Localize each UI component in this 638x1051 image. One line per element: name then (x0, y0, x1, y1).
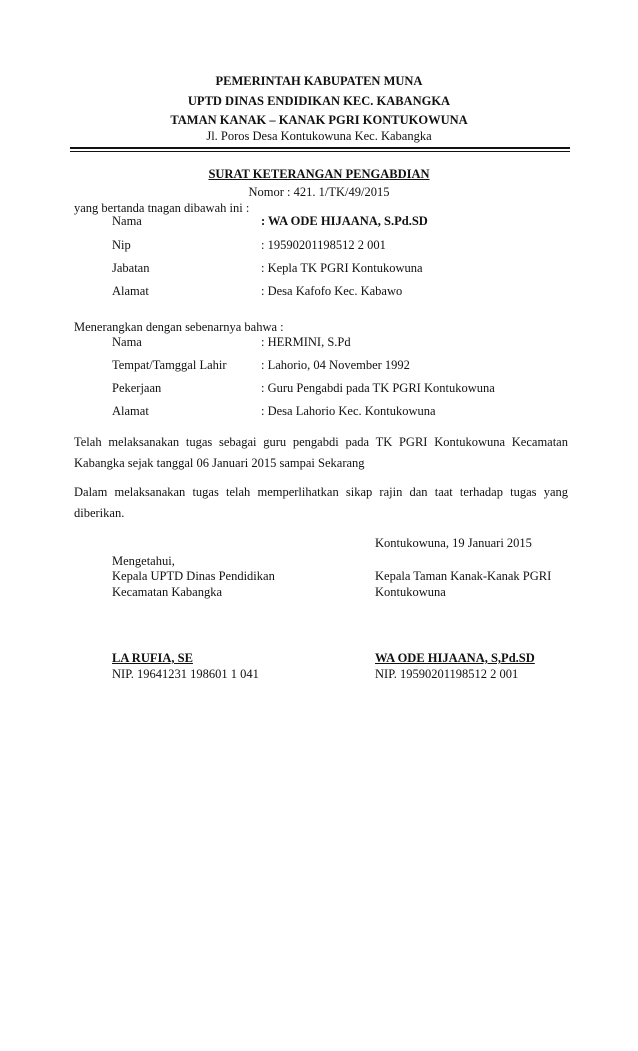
letterhead-divider-thick (70, 147, 570, 149)
signer-field-label: Alamat (112, 284, 149, 298)
header-line-school: TAMAN KANAK – KANAK PGRI KONTUKOWUNA (170, 113, 468, 127)
paragraph-line: diberikan. (74, 506, 125, 520)
acknowledge-text: Mengetahui, (112, 554, 175, 568)
header-line-government: PEMERINTAH KABUPATEN MUNA (215, 74, 423, 88)
letter-number: Nomor : 421. 1/TK/49/2015 (248, 185, 390, 199)
right-signer-name: WA ODE HIJAANA, S,Pd.SD (375, 651, 535, 665)
right-position-line: Kontukowuna (375, 585, 446, 599)
paragraph-line: Kabangka sejak tanggal 06 Januari 2015 sampai Sekarang (74, 456, 365, 470)
header-address: Jl. Poros Desa Kontukowuna Kec. Kabangka (206, 129, 432, 143)
paragraph-line: Telah melaksanakan tugas sebagai guru pengabdi pada TK PGRI Kontukowuna Kecamatan (74, 435, 568, 449)
header-line-uptd: UPTD DINAS ENDIDIKAN KEC. KABANGKA (187, 94, 451, 108)
left-signer-nip: NIP. 19641231 198601 1 041 (112, 667, 259, 681)
subject-field-label: Pekerjaan (112, 381, 162, 395)
right-position-line: Kepala Taman Kanak-Kanak PGRI (375, 569, 552, 583)
letterhead-divider-thin (70, 151, 570, 152)
letter-title: SURAT KETERANGAN PENGABDIAN (208, 167, 430, 181)
subject-field-value: : Lahorio, 04 November 1992 (261, 358, 410, 372)
paragraph-service (74, 432, 568, 474)
signer-field-label: Jabatan (112, 261, 150, 275)
right-signer-nip: NIP. 19590201198512 2 001 (375, 667, 519, 681)
subject-field-label: Nama (112, 335, 142, 349)
left-position-line: Kecamatan Kabangka (112, 585, 223, 599)
subject-field-label: Alamat (112, 404, 149, 418)
declaration-text: Menerangkan dengan sebenarnya bahwa : (74, 320, 284, 334)
signer-field-label: Nama (112, 214, 142, 228)
signer-field-value: : 19590201198512 2 001 (261, 238, 386, 252)
subject-field-value: : Desa Lahorio Kec. Kontukowuna (261, 404, 436, 418)
place-date: Kontukowuna, 19 Januari 2015 (375, 536, 532, 550)
signer-field-value: : Desa Kafofo Kec. Kabawo (261, 284, 403, 298)
subject-field-label: Tempat/Tamggal Lahir (112, 358, 227, 372)
subject-field-value: : HERMINI, S.Pd (261, 335, 351, 349)
paragraph-line: Dalam melaksanakan tugas telah memperlihatkan sikap rajin dan taat terhadap tugas yang (74, 485, 568, 499)
intro-text: yang bertanda tnagan dibawah ini : (74, 201, 250, 215)
paragraph-conduct (74, 482, 568, 524)
signer-field-value: : WA ODE HIJAANA, S.Pd.SD (261, 214, 428, 228)
left-position-line: Kepala UPTD Dinas Pendidikan (112, 569, 275, 583)
signer-field-value: : Kepla TK PGRI Kontukowuna (261, 261, 423, 275)
subject-field-value: : Guru Pengabdi pada TK PGRI Kontukowuna (261, 381, 495, 395)
signer-field-label: Nip (112, 238, 131, 252)
left-signer-name: LA RUFIA, SE (112, 651, 193, 665)
